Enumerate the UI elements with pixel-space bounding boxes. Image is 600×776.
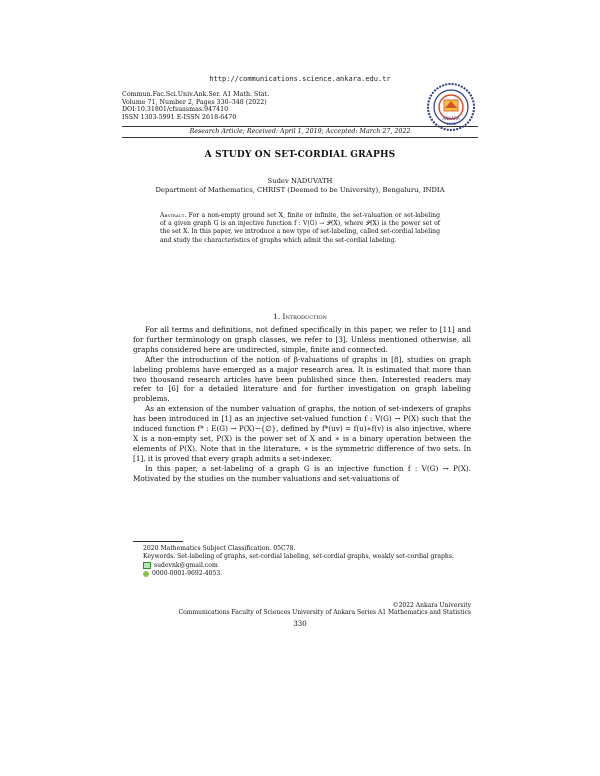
footnotes xyxy=(133,545,471,579)
journal-line: Volume 71, Number 2, Pages 330–348 (2022) xyxy=(122,98,267,106)
paragraph: As an extension of the number valuation of graphs, the notion of set-indexers of graphs has been introduced in [1] as an injective set-valued function f : V(G) → P(X) such that the induced function f* : E(G) → P(X)−{∅}, defined by f*(uv) = f(u)∗f(v) is also injective, where X is a non-empty set, P(X) is the power set of X and ∗ is a binary operation between the elements of P(X). Note that in the literature, ∗ is the symmetric difference of two sets. In [1], it is proved that every graph admits a set-indexer. xyxy=(133,404,471,463)
logo-year: 1946 xyxy=(446,122,456,126)
orcid-link[interactable]: 0000-0001-9692-4053. xyxy=(152,570,223,578)
publisher: Communications Faculty of Sciences University of Ankara Series A1 Mathematics and Statistics xyxy=(178,609,471,617)
keywords: Keywords. Set-labeling of graphs, set-cordial labeling, set-cordial graphs, weakly set-cordial graphs. xyxy=(143,553,454,561)
email-link[interactable]: sudevnk@gmail.com xyxy=(154,561,218,569)
journal-line: Commun.Fac.Sci.Univ.Ank.Ser. A1 Math. Stat. xyxy=(122,91,270,98)
footnote-rule xyxy=(133,541,183,542)
journal-issn: ISSN 1303-5991 E-ISSN 2618-6470 xyxy=(122,113,237,121)
paragraph: In this paper, a set-labeling of a graph G is an injective function f : V(G) → P(X). Motivated by the studies on the number valuations and set-valuations of xyxy=(133,463,471,483)
email-row xyxy=(133,562,471,570)
section-heading: 1. Introduction xyxy=(273,312,327,321)
journal-info xyxy=(122,91,269,121)
author-affiliation: Department of Mathematics, CHRIST (Deemed to be University), Bengaluru, INDIA xyxy=(155,186,445,194)
header-rule-top xyxy=(122,126,478,127)
orcid-row xyxy=(133,570,471,578)
paper-title: A STUDY ON SET-CORDIAL GRAPHS xyxy=(204,150,396,160)
copyright-block xyxy=(133,602,471,617)
orcid-icon xyxy=(143,571,149,577)
journal-url[interactable]: http://communications.science.ankara.edu.tr xyxy=(209,75,391,83)
abstract-text: For a non-empty ground set X, finite or infinite, the set-valuation or set-labeling of a given graph G is an injective function f : V(G) → 𝒫(X), where 𝒫(X) is the power set of the set X. In this paper, we introduce a new type of set-labeling, called set-cordial labeling and study the characteristics of graphs which admit the set-cordial labeling. xyxy=(160,212,441,244)
author-name: Sudev NADUVATH xyxy=(267,177,333,185)
abstract xyxy=(160,212,440,245)
journal-doi: DOI:10.31801/cfsuasmas.947410 xyxy=(122,106,229,114)
copyright: ©2022 Ankara University xyxy=(392,602,471,609)
article-status: Research Article; Received: April 1, 2019; Accepted: March 27, 2022 xyxy=(189,128,411,135)
paragraph: For all terms and definitions, not defined specifically in this paper, we refer to [11] and for further terminology on graph classes, we refer to [3]. Unless mentioned otherwise, all graphs considered here are undirected, simple, finite and connected. xyxy=(133,325,471,354)
abstract-label: Abstract. xyxy=(160,212,187,219)
section-body xyxy=(133,325,471,484)
msc-classification: 2020 Mathematics Subject Classification. 05C78. xyxy=(143,545,296,552)
header-rule-bottom xyxy=(122,137,478,138)
page-number: 330 xyxy=(293,620,307,628)
logo-text: ANKARA xyxy=(442,116,460,121)
email-icon xyxy=(143,562,151,569)
university-seal-logo xyxy=(426,82,476,132)
paragraph: After the introduction of the notion of β-valuations of graphs in [8], studies on graph labeling problems have emerged as a major research area. It is estimated that more than two thousand research articles have been published since then. Interested readers may refer to [6] for a detailed literature and for further investigation on graph labeling problems. xyxy=(133,354,471,404)
